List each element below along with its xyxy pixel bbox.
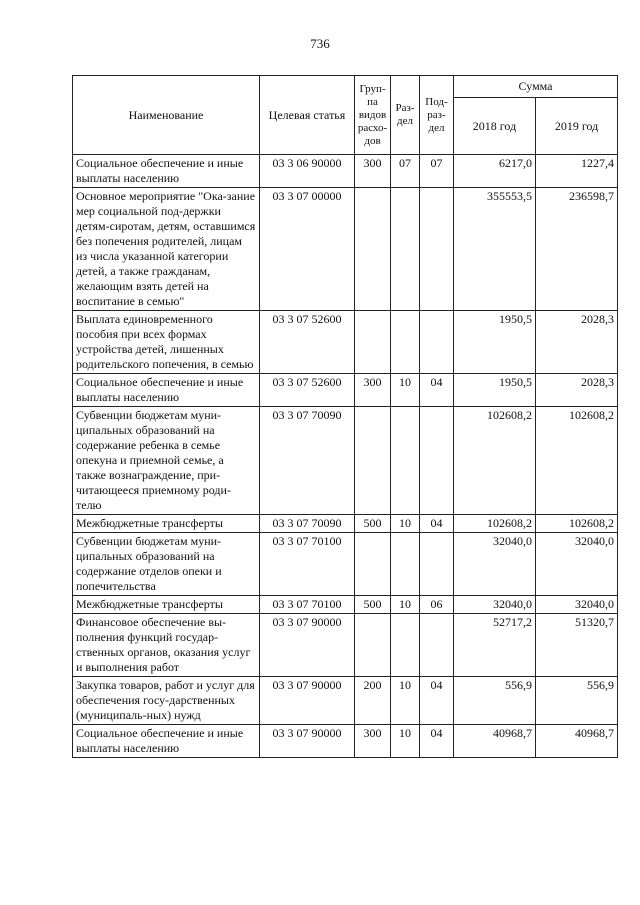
cell-group: 500 bbox=[355, 596, 391, 614]
cell-name: Закупка товаров, работ и услуг для обеспечения госу-дарственных (муниципаль-ных) нужд bbox=[73, 677, 260, 725]
cell-target-code: 03 3 06 90000 bbox=[260, 155, 355, 188]
cell-name: Межбюджетные трансферты bbox=[73, 515, 260, 533]
cell-target-code: 03 3 07 00000 bbox=[260, 188, 355, 311]
page-number: 736 bbox=[310, 36, 330, 51]
header-target: Целевая статья bbox=[260, 76, 355, 155]
cell-target-code: 03 3 07 52600 bbox=[260, 311, 355, 374]
cell-2019: 1227,4 bbox=[536, 155, 618, 188]
cell-name: Выплата единовременного пособия при всех формах устройства детей, лишенных родительского попечения, в семью bbox=[73, 311, 260, 374]
cell-2019: 40968,7 bbox=[536, 725, 618, 758]
cell-2019: 2028,3 bbox=[536, 374, 618, 407]
cell-section: 10 bbox=[391, 725, 420, 758]
cell-subsection bbox=[420, 407, 454, 515]
table-row bbox=[73, 407, 618, 515]
cell-subsection: 07 bbox=[420, 155, 454, 188]
table-body bbox=[73, 155, 618, 758]
cell-group: 300 bbox=[355, 725, 391, 758]
cell-subsection bbox=[420, 311, 454, 374]
cell-2018: 102608,2 bbox=[454, 515, 536, 533]
cell-target-code: 03 3 07 52600 bbox=[260, 374, 355, 407]
cell-2018: 102608,2 bbox=[454, 407, 536, 515]
cell-2019: 102608,2 bbox=[536, 515, 618, 533]
cell-group bbox=[355, 311, 391, 374]
cell-group bbox=[355, 407, 391, 515]
table-row bbox=[73, 188, 618, 311]
cell-group: 500 bbox=[355, 515, 391, 533]
cell-group bbox=[355, 188, 391, 311]
header-section: Раз-дел bbox=[391, 76, 420, 155]
cell-target-code: 03 3 07 90000 bbox=[260, 614, 355, 677]
cell-2018: 1950,5 bbox=[454, 374, 536, 407]
table-row bbox=[73, 311, 618, 374]
cell-name: Социальное обеспечение и иные выплаты населению bbox=[73, 725, 260, 758]
cell-2018: 1950,5 bbox=[454, 311, 536, 374]
cell-section bbox=[391, 311, 420, 374]
header-sum: Сумма bbox=[454, 76, 618, 98]
cell-target-code: 03 3 07 70100 bbox=[260, 596, 355, 614]
cell-name: Субвенции бюджетам муни-ципальных образований на содержание ребенка в семье опекуна и приемной семье, а также вознаграждение, при-читающееся приемному роди-телю bbox=[73, 407, 260, 515]
cell-2019: 102608,2 bbox=[536, 407, 618, 515]
cell-subsection: 04 bbox=[420, 725, 454, 758]
cell-2019: 236598,7 bbox=[536, 188, 618, 311]
cell-subsection: 04 bbox=[420, 515, 454, 533]
header-subsection: Под-раз-дел bbox=[420, 76, 454, 155]
table-row bbox=[73, 155, 618, 188]
cell-2018: 355553,5 bbox=[454, 188, 536, 311]
cell-2019: 2028,3 bbox=[536, 311, 618, 374]
cell-section bbox=[391, 407, 420, 515]
cell-group: 300 bbox=[355, 374, 391, 407]
cell-name: Социальное обеспечение и иные выплаты населению bbox=[73, 155, 260, 188]
cell-group bbox=[355, 533, 391, 596]
cell-2018: 556,9 bbox=[454, 677, 536, 725]
cell-name: Финансовое обеспечение вы-полнения функций государ-ственных органов, оказания услуг и выполнения работ bbox=[73, 614, 260, 677]
cell-section: 10 bbox=[391, 677, 420, 725]
header-group: Груп-па видов расхо-дов bbox=[355, 76, 391, 155]
cell-2018: 32040,0 bbox=[454, 596, 536, 614]
cell-name: Субвенции бюджетам муни-ципальных образований на содержание отделов опеки и попечительства bbox=[73, 533, 260, 596]
header-name: Наименование bbox=[73, 76, 260, 155]
cell-group: 200 bbox=[355, 677, 391, 725]
table-row bbox=[73, 533, 618, 596]
table-row bbox=[73, 677, 618, 725]
table-row bbox=[73, 614, 618, 677]
cell-target-code: 03 3 07 90000 bbox=[260, 725, 355, 758]
cell-subsection: 06 bbox=[420, 596, 454, 614]
cell-section: 10 bbox=[391, 374, 420, 407]
cell-subsection bbox=[420, 188, 454, 311]
cell-section bbox=[391, 533, 420, 596]
cell-subsection: 04 bbox=[420, 677, 454, 725]
cell-group bbox=[355, 614, 391, 677]
cell-group: 300 bbox=[355, 155, 391, 188]
cell-subsection bbox=[420, 533, 454, 596]
cell-2018: 32040,0 bbox=[454, 533, 536, 596]
cell-subsection bbox=[420, 614, 454, 677]
cell-2019: 32040,0 bbox=[536, 533, 618, 596]
cell-target-code: 03 3 07 70090 bbox=[260, 407, 355, 515]
cell-section: 10 bbox=[391, 596, 420, 614]
cell-name: Социальное обеспечение и иные выплаты населению bbox=[73, 374, 260, 407]
cell-2018: 6217,0 bbox=[454, 155, 536, 188]
header-2018: 2018 год bbox=[454, 98, 536, 155]
table-row bbox=[73, 725, 618, 758]
cell-name: Основное мероприятие "Ока-зание мер социальной под-держки детям-сиротам, детям, оставшимся без попечения родителей, лицам из числа указанной категории детей, а также гражданам, желающим взять детей на воспитание в семью" bbox=[73, 188, 260, 311]
cell-2018: 52717,2 bbox=[454, 614, 536, 677]
table-row bbox=[73, 596, 618, 614]
cell-target-code: 03 3 07 90000 bbox=[260, 677, 355, 725]
cell-section: 10 bbox=[391, 515, 420, 533]
cell-2018: 40968,7 bbox=[454, 725, 536, 758]
cell-2019: 51320,7 bbox=[536, 614, 618, 677]
cell-subsection: 04 bbox=[420, 374, 454, 407]
budget-table bbox=[72, 75, 618, 758]
cell-target-code: 03 3 07 70090 bbox=[260, 515, 355, 533]
cell-name: Межбюджетные трансферты bbox=[73, 596, 260, 614]
table-row bbox=[73, 515, 618, 533]
table-row bbox=[73, 374, 618, 407]
cell-2019: 556,9 bbox=[536, 677, 618, 725]
cell-section bbox=[391, 188, 420, 311]
cell-section: 07 bbox=[391, 155, 420, 188]
cell-target-code: 03 3 07 70100 bbox=[260, 533, 355, 596]
cell-2019: 32040,0 bbox=[536, 596, 618, 614]
header-2019: 2019 год bbox=[536, 98, 618, 155]
table-header bbox=[73, 76, 618, 155]
cell-section bbox=[391, 614, 420, 677]
